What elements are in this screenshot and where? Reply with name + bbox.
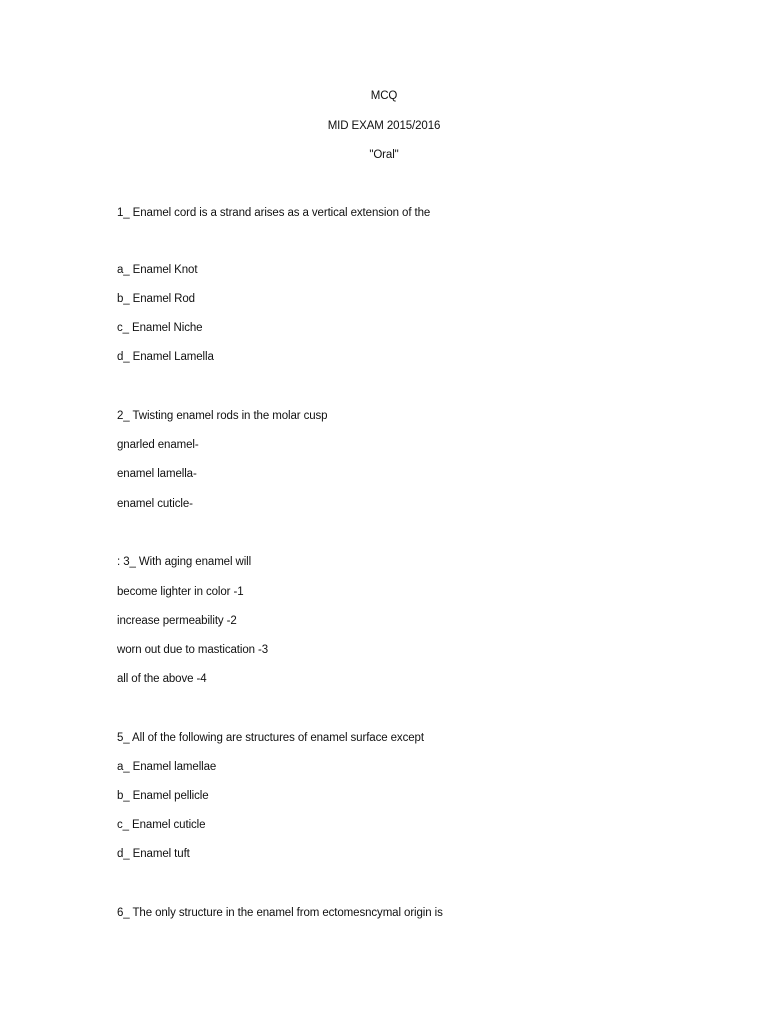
question-5-option-d: d_ Enamel tuft xyxy=(117,848,190,860)
question-6: 6_ The only structure in the enamel from ectomesncymal origin is xyxy=(117,907,443,919)
question-2-option-2: enamel lamella- xyxy=(117,468,197,480)
question-3-option-4: all of the above -4 xyxy=(117,673,207,685)
question-2: 2_ Twisting enamel rods in the molar cusp xyxy=(117,410,328,422)
question-1-option-b: b_ Enamel Rod xyxy=(117,293,195,305)
question-1-option-c: c_ Enamel Niche xyxy=(117,322,203,334)
question-5-option-b: b_ Enamel pellicle xyxy=(117,790,209,802)
question-3: : 3_ With aging enamel will xyxy=(117,556,252,568)
subject-title: "Oral" xyxy=(369,149,399,161)
question-2-option-1: gnarled enamel- xyxy=(117,439,199,451)
question-1-option-d: d_ Enamel Lamella xyxy=(117,351,214,363)
question-5-option-a: a_ Enamel lamellae xyxy=(117,761,217,773)
question-2-option-3: enamel cuticle- xyxy=(117,498,193,510)
question-3-option-2: increase permeability -2 xyxy=(117,615,237,627)
exam-title: MID EXAM 2015/2016 xyxy=(327,120,441,132)
question-5: 5_ All of the following are structures of enamel surface except xyxy=(117,732,424,744)
question-3-option-3: worn out due to mastication -3 xyxy=(117,644,269,656)
question-5-option-c: c_ Enamel cuticle xyxy=(117,819,206,831)
question-1-option-a: a_ Enamel Knot xyxy=(117,264,198,276)
question-1: 1_ Enamel cord is a strand arises as a vertical extension of the xyxy=(117,207,431,219)
question-3-option-1: become lighter in color -1 xyxy=(117,586,244,598)
doc-title: MCQ xyxy=(370,90,398,102)
